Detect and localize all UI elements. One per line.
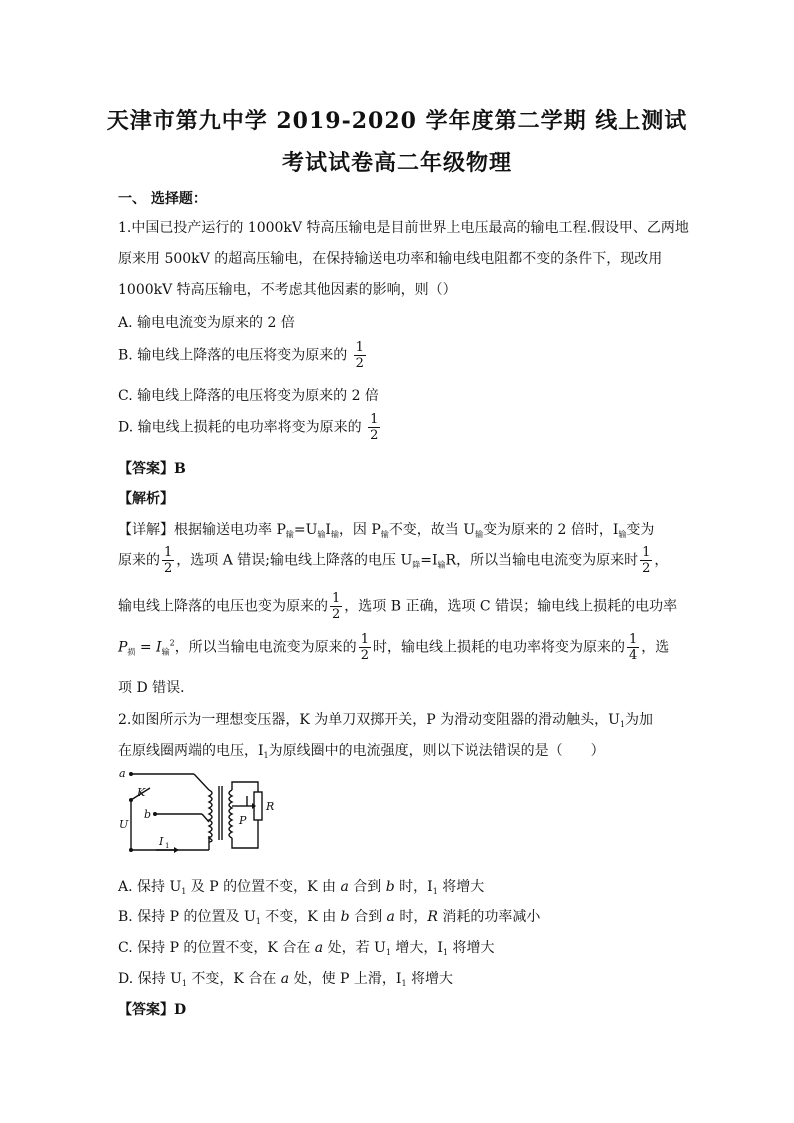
label-i-sub: 1: [165, 842, 170, 850]
section-heading: 一、 选择题：: [118, 191, 207, 207]
q1-detail-line-4: $P_损 = I_输^2$，所以当输电电流变为原来的 $\frac{1}{2}$ 时，输电线上损耗的电功率将变为原来的 $\frac{1}{4}$ ，选: [118, 632, 670, 663]
q2-stem-line-2: 在原线圈两端的电压，$I_1$为原线圈中的电流强度，则以下说法错误的是（ ）: [118, 743, 605, 760]
q1-option-b-text: B. 输电线上降落的电压将变为原来的: [118, 347, 348, 364]
fraction-quarter: $\frac{1}{4}$: [628, 632, 638, 663]
title-line-2: 考试试卷高二年级物理: [281, 150, 512, 176]
fraction-half: $\frac{1}{2}$: [370, 412, 379, 443]
label-p: P: [239, 814, 247, 827]
fraction-half: $\frac{1}{2}$: [642, 545, 651, 576]
q1-detail-line-5: 项 D 错误．: [118, 680, 195, 696]
primary-coil: [209, 790, 212, 842]
label-b: b: [144, 808, 152, 821]
label-r: R: [266, 800, 275, 813]
q1-stem-line-3: 1000kV 特高压输电，不考虑其他因素的影响，则（）: [118, 282, 457, 298]
q1-detail-line-2: 原来的 $\frac{1}{2}$ ，选项 A 错误;输电线上降落的电压 $U_降=I_输R$，所以当输电电流变为原来时 $\frac{1}{2}$ ，: [118, 545, 669, 576]
label-u: U: [119, 818, 129, 831]
secondary-coil: [229, 790, 232, 838]
q2-stem-line-1: 2.如图所示为一理想变压器，K 为单刀双掷开关，P 为滑动变阻器的滑动触头，$U_1$为加: [118, 712, 654, 729]
terminal-a: [129, 772, 133, 776]
q2-option-d: D. 保持 $U_1$ 不变，K 合在 a 处，使 P 上滑，$I_1$ 将增大: [118, 971, 453, 988]
fraction-half: $\frac{1}{2}$: [164, 545, 173, 576]
terminal-b: [153, 812, 157, 816]
q1-stem-line-1: 1.中国已投产运行的 1000kV 特高压输电是目前世界上电压最高的输电工程.假设甲、乙两地: [118, 220, 689, 236]
q1-option-c: C. 输电线上降落的电压将变为原来的 2 倍: [118, 388, 379, 404]
title-line-1: 天津市第九中学 2019-2020 学年度第二学期 线上测试: [106, 108, 688, 134]
label-i: I: [159, 835, 164, 848]
fraction-half: $\frac{1}{2}$: [355, 340, 364, 371]
q1-analysis-label: 【解析】: [118, 491, 174, 507]
q2-answer: 【答案】D: [118, 1002, 187, 1018]
terminal-k: [129, 798, 133, 802]
label-k: K: [137, 786, 146, 799]
label-a: a: [119, 767, 126, 780]
q1-stem-line-2: 原来用 500kV 的超高压输电，在保持输送电功率和输电线电阻都不变的条件下，现改用: [118, 251, 663, 267]
fraction-half: $\frac{1}{2}$: [360, 632, 369, 663]
transformer-circuit-figure: [116, 766, 286, 860]
q1-detail-line-1: 【详解】根据输送电功率 $P_输=U_输I_输$，因 $P_输$不变，故当 $U_输$变为原来的 2 倍时，$I_输$变为: [118, 522, 655, 539]
q2-option-a: A. 保持 $U_1$ 及 P 的位置不变，K 由 a 合到 b 时，$I_1$ 将增大: [118, 879, 485, 896]
q2-option-c: C. 保持 P 的位置不变，K 合在 a 处，若 $U_1$ 增大，$I_1$ 将增大: [118, 940, 495, 957]
q1-option-d: [118, 412, 382, 443]
q1-answer: 【答案】B: [118, 461, 186, 477]
q1-option-a: A. 输电电流变为原来的 2 倍: [118, 315, 295, 331]
q2-option-b: B. 保持 P 的位置及 $U_1$ 不变，K 由 b 合到 a 时，R 消耗的功率减小: [118, 909, 541, 926]
secondary-loop: [232, 782, 258, 792]
current-arrow-head: [174, 847, 179, 853]
q1-detail-line-3: 输电线上降落的电压也变为原来的 $\frac{1}{2}$ ，选项 B 正确，选项 C 错误；输电线上损耗的电功率: [118, 591, 678, 622]
fraction-half: $\frac{1}{2}$: [332, 591, 341, 622]
q1-option-b: [118, 340, 368, 371]
terminal-bottom: [129, 848, 133, 852]
q1-option-d-text: D. 输电线上损耗的电功率将变为原来的: [118, 419, 362, 436]
